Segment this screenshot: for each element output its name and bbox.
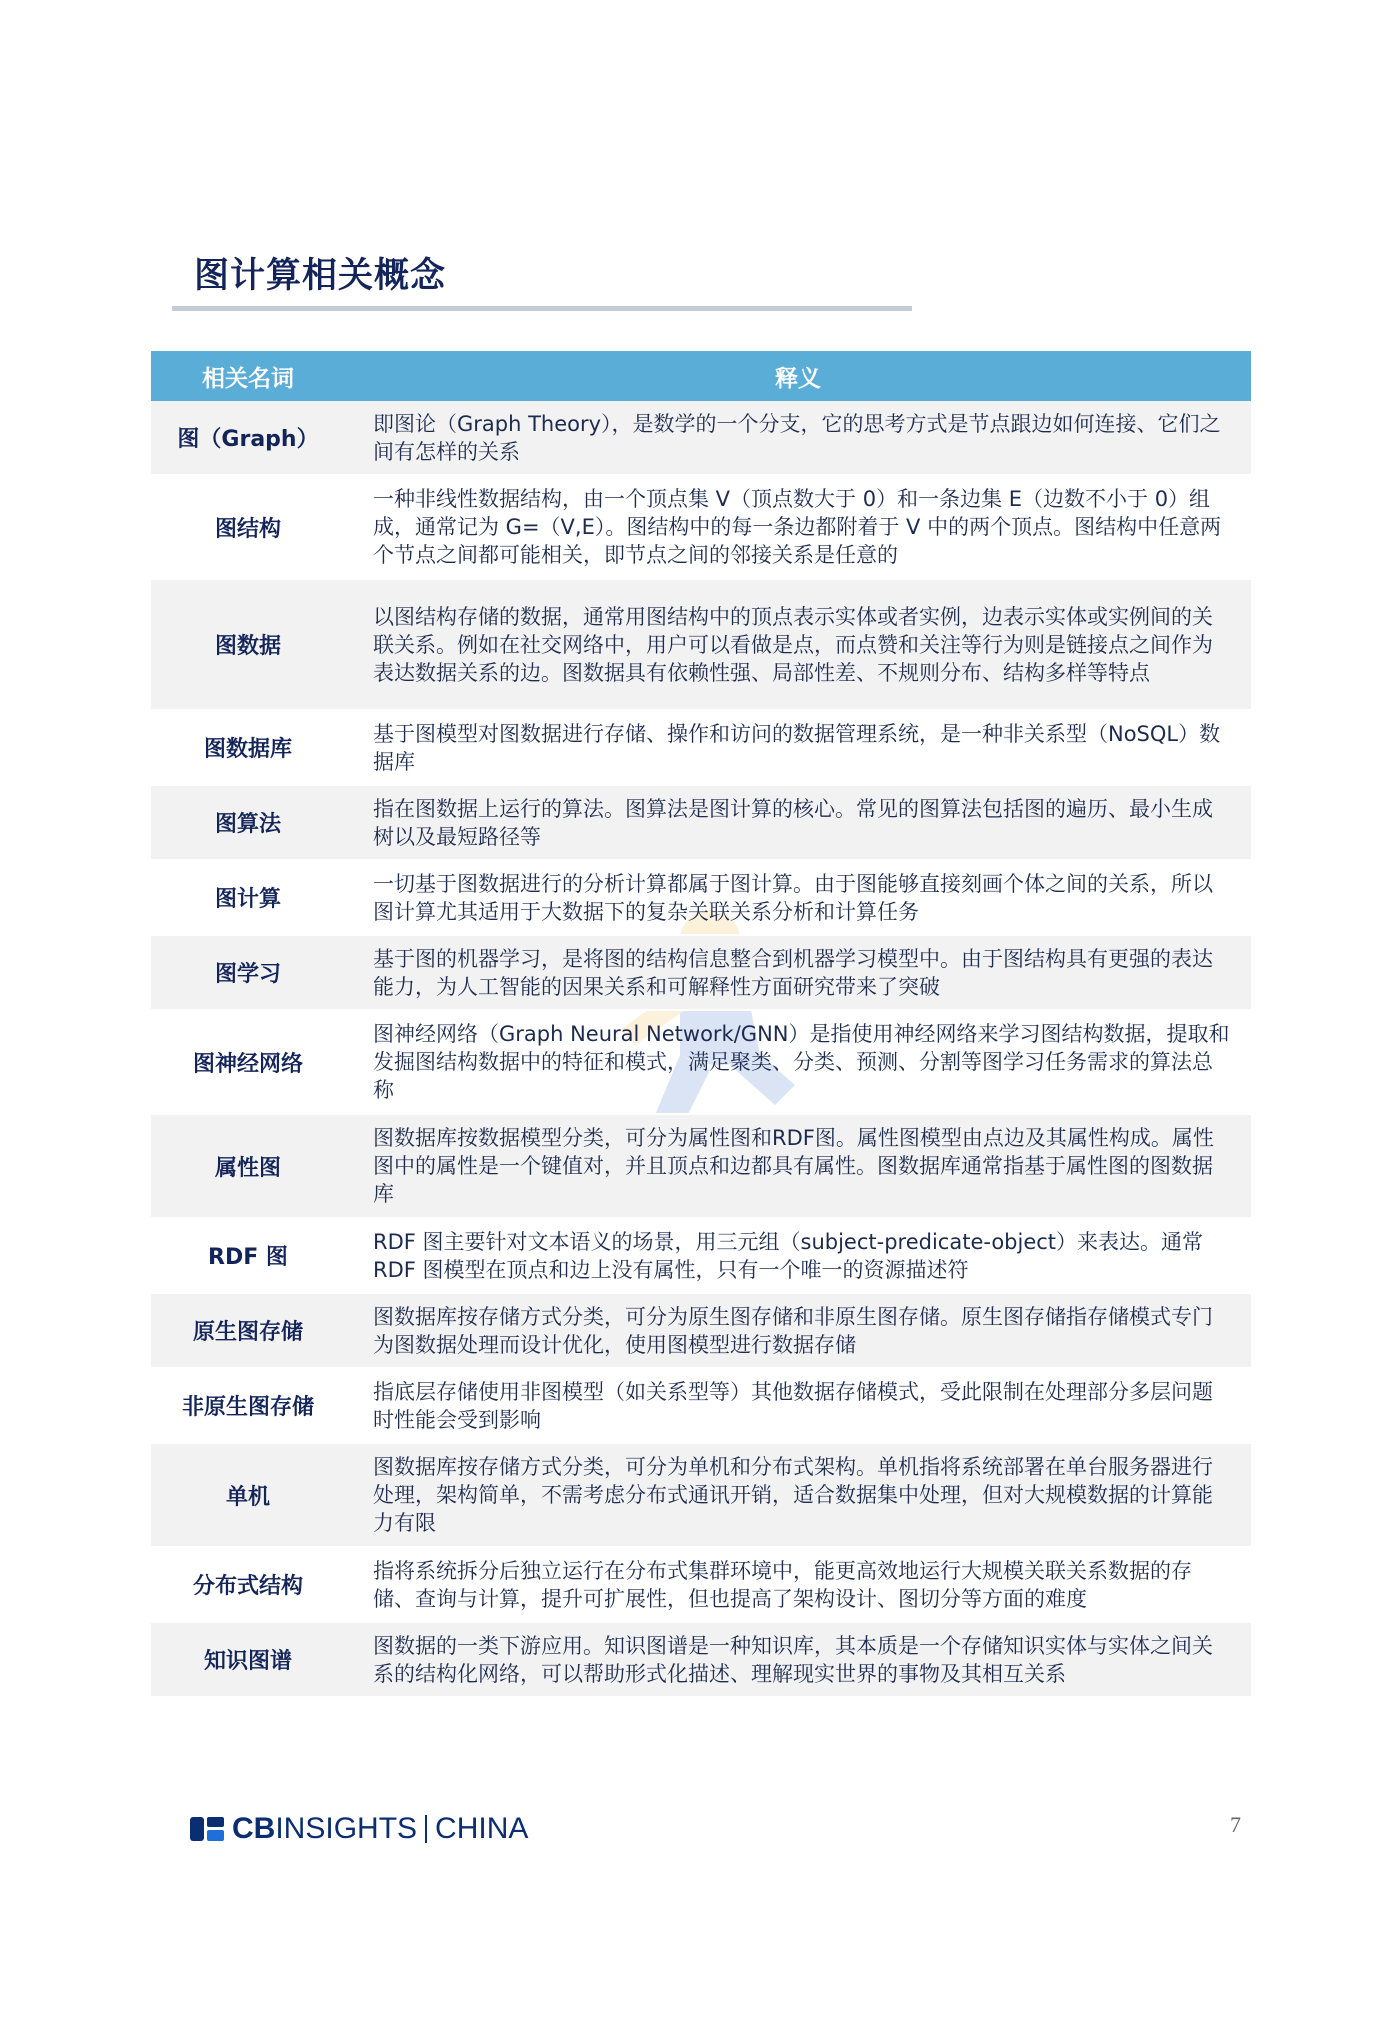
row-definition: 图数据库按存储方式分类，可分为原生图存储和非原生图存储。原生图存储指存储模式专门为图数据处理而设计优化，使用图模型进行数据存储 [373, 1304, 1213, 1357]
header-term: 相关名词 [202, 365, 294, 392]
row-term: 图学习 [214, 962, 281, 987]
table-row [151, 1294, 1251, 1369]
row-definition: 图神经网络（Graph Neural Network/GNN）是指使用神经网络来学习图结构数据，提取和发掘图结构数据中的特征和模式，满足聚类、分类、预测、分割等图学习任务需求的算法总称 [373, 1022, 1230, 1102]
table-row [151, 1444, 1251, 1548]
table-row [151, 1219, 1251, 1294]
table-row [151, 1548, 1251, 1623]
cb-logo-mark-icon [190, 1817, 224, 1841]
row-definition: 图数据库按存储方式分类，可分为单机和分布式架构。单机指将系统部署在单台服务器进行处理，架构简单，不需考虑分布式通讯开销，适合数据集中处理，但对大规模数据的计算能力有限 [373, 1455, 1213, 1535]
row-term: 图数据库 [203, 737, 292, 762]
table-row [151, 1369, 1251, 1444]
row-definition: 一切基于图数据进行的分析计算都属于图计算。由于图能够直接刻画个体之间的关系，所以图计算尤其适用于大数据下的复杂关联关系分析和计算任务 [373, 871, 1213, 924]
glossary-table [151, 351, 1251, 1698]
row-definition: 基于图模型对图数据进行存储、操作和访问的数据管理系统，是一种非关系型（NoSQL）数据库 [373, 721, 1221, 774]
cb-insights-china-logo [190, 1812, 528, 1846]
row-term: 图结构 [214, 516, 281, 542]
row-definition: 指底层存储使用非图模型（如关系型等）其他数据存储模式，受此限制在处理部分多层问题时性能会受到影响 [373, 1379, 1213, 1432]
row-term: 属性图 [214, 1155, 281, 1181]
row-term: 图神经网络 [192, 1051, 303, 1077]
row-term: 分布式结构 [192, 1574, 303, 1599]
logo-divider [425, 1815, 427, 1843]
logo-china-text: CHINA [435, 1812, 529, 1845]
row-definition: 图数据库按数据模型分类，可分为属性图和RDF图。属性图模型由点边及其属性构成。属性图中的属性是一个键值对，并且顶点和边都具有属性。图数据库通常指基于属性图的图数据库 [373, 1126, 1214, 1206]
row-definition: 基于图的机器学习，是将图的结构信息整合到机器学习模型中。由于图结构具有更强的表达能力，为人工智能的因果关系和可解释性方面研究带来了突破 [373, 946, 1213, 999]
table-row [151, 711, 1251, 786]
row-term: 图（Graph） [177, 427, 319, 452]
row-term: 图数据 [214, 634, 281, 659]
table-row [151, 1011, 1251, 1115]
table-row [151, 786, 1251, 861]
row-definition: 指在图数据上运行的算法。图算法是图计算的核心。常见的图算法包括图的遍历、最小生成树以及最短路径等 [373, 796, 1213, 849]
row-definition: 即图论（Graph Theory），是数学的一个分支，它的思考方式是节点跟边如何连接、它们之间有怎样的关系 [373, 411, 1221, 464]
table-row [151, 401, 1251, 476]
logo-insights-text: INSIGHTS [275, 1812, 418, 1845]
table-row [151, 861, 1251, 936]
row-definition: RDF 图主要针对文本语义的场景，用三元组（subject-predicate-object）来表达。通常 RDF 图模型在顶点和边上没有属性，只有一个唯一的资源描述符 [373, 1229, 1204, 1282]
row-term: 非原生图存储 [181, 1395, 314, 1420]
table-row [151, 1623, 1251, 1698]
table-row [151, 936, 1251, 1011]
row-term: 知识图谱 [203, 1649, 292, 1674]
table-row [151, 1115, 1251, 1219]
row-term: 原生图存储 [192, 1320, 303, 1345]
table-row [151, 476, 1251, 580]
row-term: 图计算 [214, 887, 281, 912]
header-definition: 释义 [775, 365, 821, 392]
page-number: 7 [1230, 1812, 1241, 1837]
row-definition: 以图结构存储的数据，通常用图结构中的顶点表示实体或者实例，边表示实体或实例间的关联关系。例如在社交网络中，用户可以看做是点，而点赞和关注等行为则是链接点之间作为表达数据关系的边。图数据具有依赖性强、局部性差、不规则分布、结构多样等特点 [373, 604, 1213, 685]
logo-cb-text: CB [232, 1812, 276, 1845]
table-row [151, 580, 1251, 711]
row-definition: 图数据的一类下游应用。知识图谱是一种知识库，其本质是一个存储知识实体与实体之间关系的结构化网络，可以帮助形式化描述、理解现实世界的事物及其相互关系 [373, 1633, 1213, 1686]
row-term: 图算法 [214, 812, 281, 837]
row-definition: 一种非线性数据结构，由一个顶点集 V（顶点数大于 0）和一条边集 E（边数不小于 0）组成，通常记为 G=（V,E）。图结构中的每一条边都附着于 V 中的两个顶点。图结构中任意两个节点之间都可能相关，即节点之间的邻接关系是任意的 [373, 487, 1222, 567]
table-header [151, 351, 1251, 401]
row-definition: 指将系统拆分后独立运行在分布式集群环境中，能更高效地运行大规模关联关系数据的存储、查询与计算，提升可扩展性，但也提高了架构设计、图切分等方面的难度 [373, 1558, 1192, 1611]
row-term: RDF 图 [208, 1245, 288, 1270]
title-underline [172, 306, 912, 311]
row-term: 单机 [225, 1484, 270, 1510]
page-title: 图计算相关概念 [194, 256, 447, 296]
